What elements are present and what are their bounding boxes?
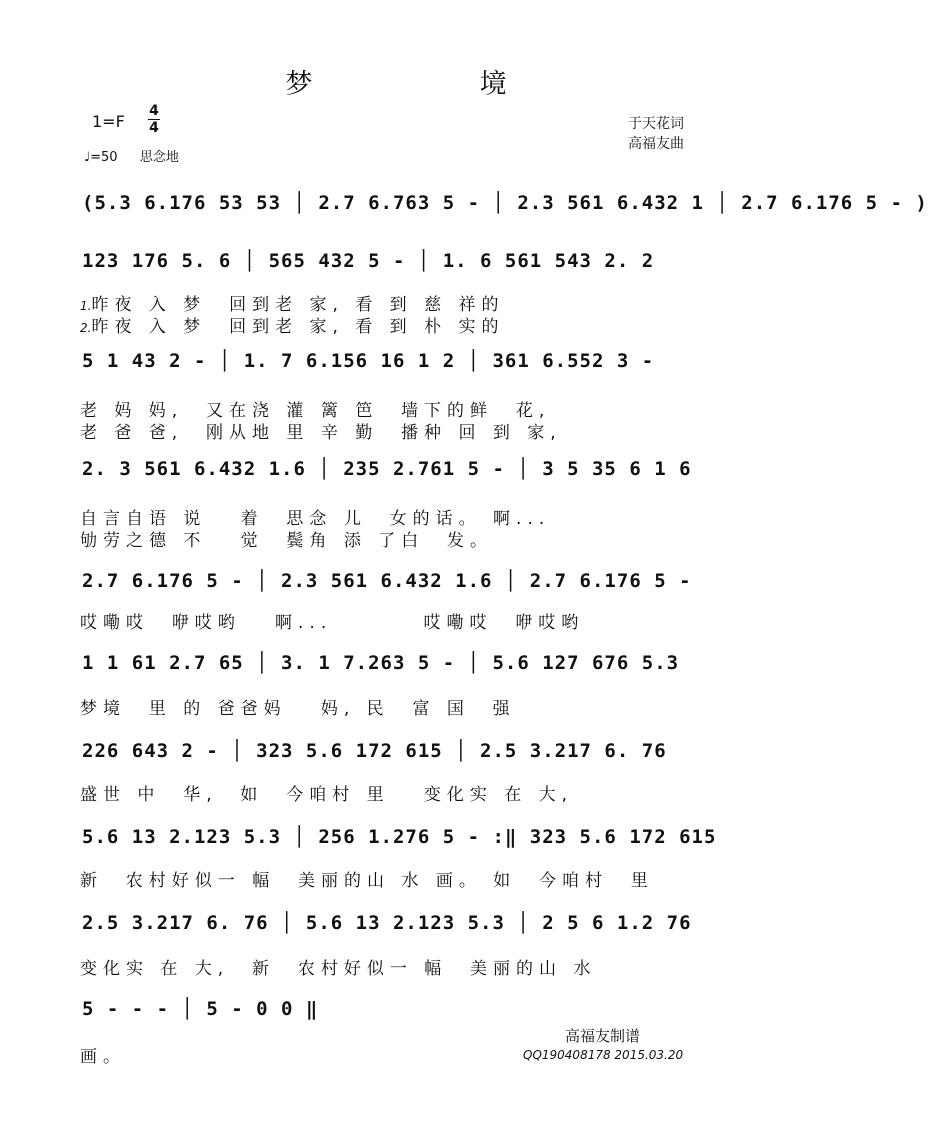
staff-notes: 2. 3 561 6.432 1.6 │ 235 2.761 5 - │ 3 5 35 6 1 6 <box>82 458 692 480</box>
staff-notes: 5 - - - │ 5 - 0 0 ‖ <box>82 998 319 1020</box>
lyric-text: 昨夜 入 梦 回到老 家, 看 到 朴 实的 <box>91 317 505 337</box>
staff-line-2 <box>76 236 716 292</box>
staff-notes: 123 176 5. 6 │ 565 432 5 - │ 1. 6 561 543 2. 2 <box>82 250 655 272</box>
lyric-line <box>80 866 654 891</box>
staff-notes: 5.6 13 2.123 5.3 │ 256 1.276 5 - :‖ 323 5.6 172 615 <box>82 826 717 848</box>
lyric-text: 老 爸 爸, 刚从地 里 辛 勤 播种 回 到 家, <box>80 423 562 443</box>
lyric-text: 自言自语 说 着 思念 儿 女的话。 啊... <box>80 509 551 529</box>
staff-notes: 1 1 61 2.7 65 │ 3. 1 7.263 5 - │ 5.6 127 676 5.3 <box>82 652 680 674</box>
time-signature <box>148 104 160 135</box>
expression-text: 思念地 <box>139 150 179 165</box>
title-char-2: 境 <box>479 69 507 100</box>
lyric-line <box>80 954 596 979</box>
staff-notes: 2.5 3.217 6. 76 │ 5.6 13 2.123 5.3 │ 2 5 6 1.2 76 <box>82 912 692 934</box>
lyric-text: 劬劳之德 不 觉 鬓角 添 了白 发。 <box>80 531 494 551</box>
qq-and-date: QQ190408178 2015.03.20 <box>523 1048 684 1062</box>
title-char-1: 梦 <box>285 69 313 100</box>
time-signature-top: 4 <box>149 103 159 119</box>
lyric-line <box>80 608 584 633</box>
lyric-text: 哎嘞哎 咿哎哟 啊... 哎嘞哎 咿哎哟 <box>80 613 585 633</box>
composer: 高福友曲 <box>628 136 684 152</box>
verse-number: 2. <box>80 321 92 335</box>
lyric-text: 画。 <box>80 1047 126 1067</box>
song-title <box>0 62 792 101</box>
staff-notes: 226 643 2 - │ 323 5.6 172 615 │ 2.5 3.217 6. 76 <box>82 740 667 762</box>
lyric-line <box>80 418 562 443</box>
tempo-value: ♩=50 <box>84 150 118 165</box>
staff-notes: 5 1 43 2 - │ 1. 7 6.156 16 1 2 │ 361 6.552 3 - <box>82 350 655 372</box>
staff-line-5 <box>76 556 716 612</box>
lyric-text: 梦境 里 的 爸爸妈 妈, 民 富 国 强 <box>80 699 516 719</box>
staff-line-6 <box>76 638 716 694</box>
staff-line-8 <box>76 812 716 868</box>
lyric-text: 新 农村好似一 幅 美丽的山 水 画。 如 今咱村 里 <box>80 871 654 891</box>
staff-line-4 <box>76 444 716 500</box>
lyricist: 于天花词 <box>628 116 684 132</box>
staff-line-9 <box>76 898 716 954</box>
verse-number: 1. <box>80 299 92 313</box>
staff-notes: (5.3 6.176 53 53 │ 2.7 6.763 5 - │ 2.3 561 6.432 1 │ 2.7 6.176 5 - ) <box>82 192 928 214</box>
lyric-line <box>80 1042 126 1067</box>
time-signature-bottom: 4 <box>149 120 159 136</box>
lyric-line <box>80 526 493 551</box>
lyric-line <box>80 780 573 805</box>
staff-line-7 <box>76 726 716 782</box>
lyric-text: 老 妈 妈, 又在浇 灌 篱 笆 墙下的鲜 花, <box>80 401 551 421</box>
lyric-line <box>80 694 516 719</box>
lyric-text: 变化实 在 大, 新 农村好似一 幅 美丽的山 水 <box>80 959 597 979</box>
staff-line-1 <box>76 178 928 234</box>
key-signature: 1=F <box>92 112 125 131</box>
staff-line-3 <box>76 336 716 392</box>
lyric-text: 昨夜 入 梦 回到老 家, 看 到 慈 祥的 <box>91 295 505 315</box>
credits <box>628 114 684 154</box>
tempo-marking <box>84 146 179 165</box>
lyric-line <box>80 312 505 337</box>
lyric-text: 盛世 中 华, 如 今咱村 里 变化实 在 大, <box>80 785 574 805</box>
staff-notes: 2.7 6.176 5 - │ 2.3 561 6.432 1.6 │ 2.7 6.176 5 - <box>82 570 692 592</box>
score-maker: 高福友制谱 <box>565 1027 641 1045</box>
